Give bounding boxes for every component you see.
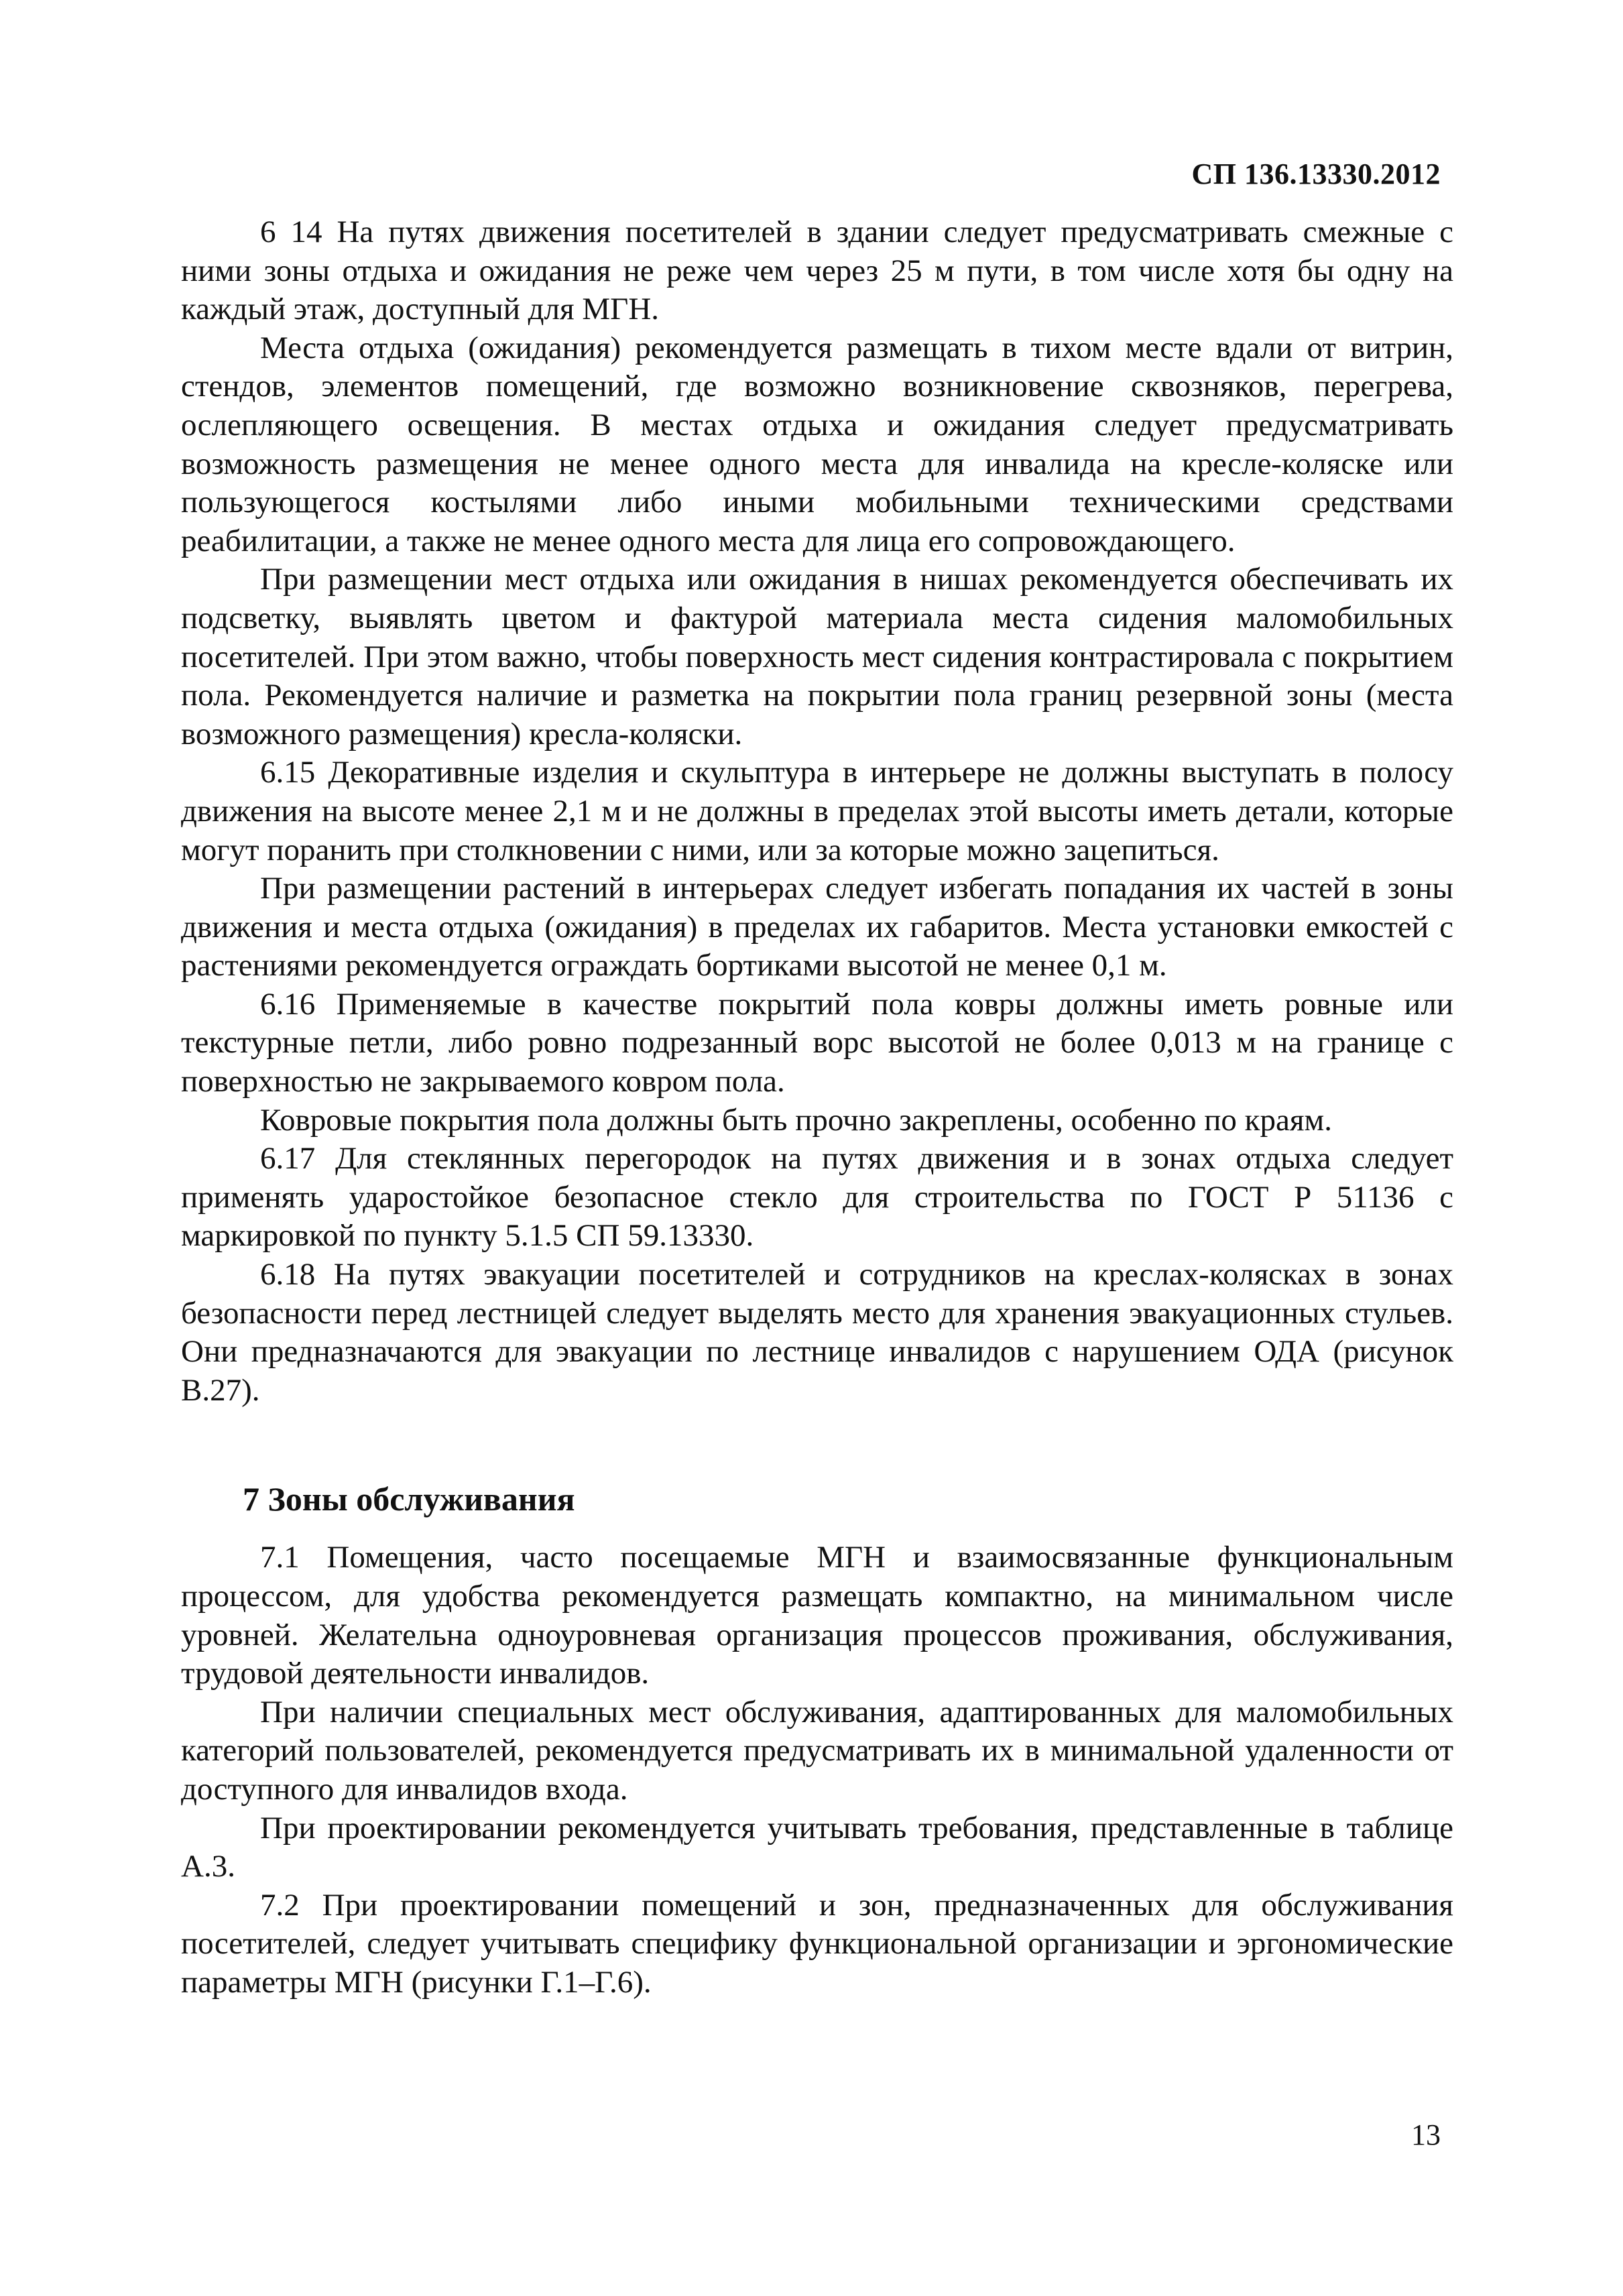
- document-body: [181, 213, 1453, 2002]
- paragraph-niches: При размещении мест отдыха или ожидания в нишах рекомендуется обеспечивать их подсветку, выявлять цветом и фактурой материала места сидения маломобильных посетителей. При этом важно, чтобы поверхность мест сидения контрастировала с покрытием пола. Рекомендуется наличие и разметка на покрытии пола границ резервной зоны (места возможного размещения) кресла-коляски.: [181, 562, 1453, 751]
- paragraph-7-1: 7.1 Помещения, часто посещаемые МГН и взаимосвязанные функциональным процессом, для удобства рекомендуется размещать компактно, на минимальном числе уровней. Желательна одноуровневая организация процессов проживания, обслуживания, трудовой деятельности инвалидов.: [181, 1540, 1453, 1691]
- paragraph-6-16: 6.16 Применяемые в качестве покрытий пола ковры должны иметь ровные или текстурные петли, либо ровно подрезанный ворс высотой не более 0,013 м на границе с поверхностью не закрываемого ковром пола.: [181, 986, 1453, 1099]
- section-heading-7: 7 Зоны обслуживания: [243, 1480, 575, 1518]
- paragraph-table-a3: При проектировании рекомендуется учитывать требования, представленные в таблице А.3.: [181, 1810, 1453, 1884]
- page-number: 13: [1411, 2118, 1441, 2151]
- paragraph-6-14: 6 14 На путях движения посетителей в здании следует предусматривать смежные с ними зоны отдыха и ожидания не реже чем через 25 м пути, в том числе хотя бы одну на каждый этаж, доступный для МГН.: [181, 215, 1453, 327]
- paragraph-special-places: При наличии специальных мест обслуживания, адаптированных для маломобильных категорий пользователей, рекомендуется предусматривать их в минимальной удаленности от доступного для инвалидов входа.: [181, 1694, 1453, 1807]
- document-code-header: СП 136.13330.2012: [1191, 158, 1441, 190]
- paragraph-6-15: 6.15 Декоративные изделия и скульптура в интерьере не должны выступать в полосу движения на высоте менее 2,1 м и не должны в пределах этой высоты иметь детали, которые могут поранить при столкновении с ними, или за которые можно зацепиться.: [181, 755, 1453, 867]
- paragraph-rest-places: Места отдыха (ожидания) рекомендуется размещать в тихом месте вдали от витрин, стендов, элементов помещений, где возможно возникновение сквозняков, перегрева, ослепляющего освещения. В местах отдыха и ожидания следует предусматривать возможность размещения не менее одного места для инвалида на кресле-коляске или пользующегося костылями либо иными мобильными техническими средствами реабилитации, а также не менее одного места для лица его сопровождающего.: [181, 330, 1453, 558]
- paragraph-plants: При размещении растений в интерьерах следует избегать попадания их частей в зоны движения и места отдыха (ожидания) в пределах их габаритов. Места установки емкостей с растениями рекомендуется ограждать бортиками высотой не менее 0,1 м.: [181, 871, 1453, 983]
- paragraph-6-17: 6.17 Для стеклянных перегородок на путях движения и в зонах отдыха следует применять ударостойкое безопасное стекло для строительства по ГОСТ Р 51136 с маркировкой по пункту 5.1.5 СП 59.13330.: [181, 1141, 1453, 1254]
- paragraph-7-2: 7.2 При проектировании помещений и зон, предназначенных для обслуживания посетителей, следует учитывать специфику функциональной организации и эргономические параметры МГН (рисунки Г.1–Г.6).: [181, 1887, 1453, 2000]
- paragraph-6-18: 6.18 На путях эвакуации посетителей и сотрудников на креслах-колясках в зонах безопасности перед лестницей следует выделять место для хранения эвакуационных стульев. Они предназначаются для эвакуации по лестнице инвалидов с нарушением ОДА (рисунок В.27).: [181, 1257, 1453, 1408]
- paragraph-carpets: Ковровые покрытия пола должны быть прочно закреплены, особенно по краям.: [260, 1102, 1332, 1138]
